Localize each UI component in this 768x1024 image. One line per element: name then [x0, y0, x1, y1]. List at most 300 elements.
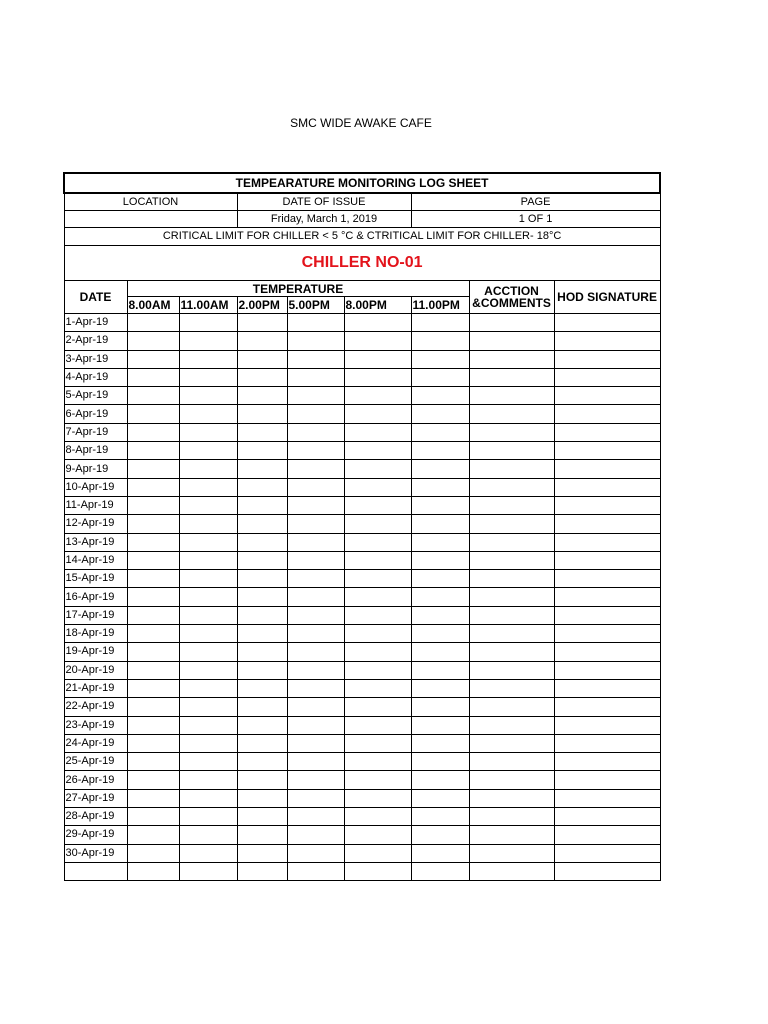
- temperature-cell[interactable]: [127, 588, 179, 606]
- action-comments-cell[interactable]: [469, 661, 554, 679]
- temperature-cell[interactable]: [287, 368, 344, 386]
- hod-signature-cell[interactable]: [554, 533, 660, 551]
- temperature-cell[interactable]: [179, 844, 237, 862]
- temperature-cell[interactable]: [411, 442, 469, 460]
- temperature-cell[interactable]: [344, 570, 411, 588]
- hod-signature-cell[interactable]: [554, 515, 660, 533]
- temperature-cell[interactable]: [237, 588, 287, 606]
- temperature-cell[interactable]: [287, 387, 344, 405]
- temperature-cell[interactable]: [287, 844, 344, 862]
- temperature-cell[interactable]: [287, 698, 344, 716]
- temperature-cell[interactable]: [411, 423, 469, 441]
- page-value: 1 OF 1: [411, 211, 660, 228]
- temperature-cell[interactable]: [411, 771, 469, 789]
- temperature-cell[interactable]: [237, 789, 287, 807]
- temperature-cell[interactable]: [344, 496, 411, 514]
- action-comments-cell[interactable]: [469, 478, 554, 496]
- temperature-cell[interactable]: [179, 625, 237, 643]
- table-row: [64, 844, 660, 862]
- temperature-cell[interactable]: [287, 405, 344, 423]
- temperature-cell[interactable]: [127, 808, 179, 826]
- hod-signature-cell[interactable]: [554, 625, 660, 643]
- action-comments-cell[interactable]: [469, 808, 554, 826]
- date-cell: 7-Apr-19: [64, 423, 127, 441]
- temperature-cell[interactable]: [179, 405, 237, 423]
- action-comments-cell[interactable]: [469, 405, 554, 423]
- hod-signature-cell[interactable]: [554, 661, 660, 679]
- table-row: [64, 588, 660, 606]
- temperature-cell[interactable]: [344, 423, 411, 441]
- date-cell: 10-Apr-19: [64, 478, 127, 496]
- temperature-cell[interactable]: [344, 515, 411, 533]
- temperature-cell[interactable]: [179, 533, 237, 551]
- date-cell: 20-Apr-19: [64, 661, 127, 679]
- temperature-cell[interactable]: [411, 405, 469, 423]
- table-row: [64, 679, 660, 697]
- hod-signature-cell[interactable]: [554, 442, 660, 460]
- temperature-cell[interactable]: [344, 661, 411, 679]
- date-cell: 22-Apr-19: [64, 698, 127, 716]
- action-comments-cell[interactable]: [469, 643, 554, 661]
- temperature-cell[interactable]: [287, 551, 344, 569]
- temperature-cell[interactable]: [237, 606, 287, 624]
- temperature-cell[interactable]: [237, 826, 287, 844]
- temperature-cell[interactable]: [344, 625, 411, 643]
- temperature-cell[interactable]: [127, 570, 179, 588]
- temperature-cell[interactable]: [411, 625, 469, 643]
- temperature-cell[interactable]: [127, 862, 179, 880]
- temperature-cell[interactable]: [287, 606, 344, 624]
- temperature-cell[interactable]: [411, 570, 469, 588]
- temperature-cell[interactable]: [237, 460, 287, 478]
- temperature-cell[interactable]: [127, 661, 179, 679]
- temperature-cell[interactable]: [344, 826, 411, 844]
- temperature-cell[interactable]: [411, 478, 469, 496]
- temperature-cell[interactable]: [344, 753, 411, 771]
- hod-signature-header: HOD SIGNATURE: [554, 281, 660, 314]
- temperature-cell[interactable]: [411, 789, 469, 807]
- action-comments-cell[interactable]: [469, 771, 554, 789]
- table-row: [64, 332, 660, 350]
- temperature-cell[interactable]: [287, 478, 344, 496]
- temperature-cell[interactable]: [237, 844, 287, 862]
- temperature-cell[interactable]: [411, 698, 469, 716]
- date-cell: 2-Apr-19: [64, 332, 127, 350]
- temperature-cell[interactable]: [287, 570, 344, 588]
- table-row: [64, 496, 660, 514]
- temperature-cell[interactable]: [411, 661, 469, 679]
- temperature-cell[interactable]: [179, 826, 237, 844]
- date-cell: 24-Apr-19: [64, 734, 127, 752]
- temperature-cell[interactable]: [127, 551, 179, 569]
- temperature-cell[interactable]: [411, 679, 469, 697]
- temperature-cell[interactable]: [287, 643, 344, 661]
- temperature-cell[interactable]: [127, 625, 179, 643]
- temperature-cell[interactable]: [237, 314, 287, 332]
- temperature-cell[interactable]: [237, 533, 287, 551]
- temperature-cell[interactable]: [344, 808, 411, 826]
- temperature-cell[interactable]: [411, 808, 469, 826]
- temperature-cell[interactable]: [344, 606, 411, 624]
- action-comments-cell[interactable]: [469, 350, 554, 368]
- table-row: [64, 368, 660, 386]
- temperature-cell[interactable]: [237, 496, 287, 514]
- temperature-cell[interactable]: [179, 862, 237, 880]
- temperature-cell[interactable]: [237, 698, 287, 716]
- hod-signature-cell[interactable]: [554, 368, 660, 386]
- hod-signature-cell[interactable]: [554, 332, 660, 350]
- temperature-cell[interactable]: [411, 862, 469, 880]
- date-of-issue-value: Friday, March 1, 2019: [237, 211, 411, 228]
- table-row: [64, 551, 660, 569]
- temperature-cell[interactable]: [287, 496, 344, 514]
- temperature-cell[interactable]: [344, 533, 411, 551]
- temperature-cell[interactable]: [179, 789, 237, 807]
- date-header: DATE: [64, 281, 127, 314]
- action-comments-cell[interactable]: [469, 753, 554, 771]
- hod-signature-cell[interactable]: [554, 826, 660, 844]
- temperature-cell[interactable]: [127, 423, 179, 441]
- temperature-cell[interactable]: [287, 808, 344, 826]
- temperature-cell[interactable]: [344, 405, 411, 423]
- date-cell: 14-Apr-19: [64, 551, 127, 569]
- temperature-cell[interactable]: [127, 771, 179, 789]
- hod-signature-cell[interactable]: [554, 679, 660, 697]
- temperature-cell[interactable]: [411, 387, 469, 405]
- temperature-cell[interactable]: [287, 350, 344, 368]
- temperature-cell[interactable]: [127, 698, 179, 716]
- action-comments-cell[interactable]: [469, 716, 554, 734]
- hod-signature-cell[interactable]: [554, 789, 660, 807]
- temperature-cell[interactable]: [127, 826, 179, 844]
- time-header: 5.00PM: [287, 297, 344, 314]
- hod-signature-cell[interactable]: [554, 753, 660, 771]
- table-row: [64, 716, 660, 734]
- temperature-cell[interactable]: [411, 734, 469, 752]
- table-row: [64, 533, 660, 551]
- temperature-cell[interactable]: [344, 551, 411, 569]
- action-comments-cell[interactable]: [469, 844, 554, 862]
- temperature-cell[interactable]: [179, 314, 237, 332]
- date-cell: 11-Apr-19: [64, 496, 127, 514]
- temperature-cell[interactable]: [411, 368, 469, 386]
- temperature-cell[interactable]: [411, 350, 469, 368]
- temperature-cell[interactable]: [179, 808, 237, 826]
- temperature-cell[interactable]: [287, 515, 344, 533]
- temperature-cell[interactable]: [287, 442, 344, 460]
- hod-signature-cell[interactable]: [554, 844, 660, 862]
- temperature-cell[interactable]: [344, 442, 411, 460]
- temperature-cell[interactable]: [237, 350, 287, 368]
- temperature-cell[interactable]: [127, 643, 179, 661]
- date-cell: 8-Apr-19: [64, 442, 127, 460]
- hod-signature-cell[interactable]: [554, 643, 660, 661]
- table-row: [64, 753, 660, 771]
- temperature-cell[interactable]: [344, 862, 411, 880]
- date-cell: 28-Apr-19: [64, 808, 127, 826]
- temperature-cell[interactable]: [127, 387, 179, 405]
- temperature-cell[interactable]: [127, 368, 179, 386]
- temperature-cell[interactable]: [287, 332, 344, 350]
- temperature-cell[interactable]: [237, 771, 287, 789]
- table-row: [64, 643, 660, 661]
- hod-signature-cell[interactable]: [554, 570, 660, 588]
- temperature-cell[interactable]: [344, 716, 411, 734]
- temperature-cell[interactable]: [237, 661, 287, 679]
- action-comments-cell[interactable]: [469, 368, 554, 386]
- action-comments-cell[interactable]: [469, 515, 554, 533]
- table-row: [64, 350, 660, 368]
- hod-signature-cell[interactable]: [554, 588, 660, 606]
- date-cell: 4-Apr-19: [64, 368, 127, 386]
- temperature-cell[interactable]: [287, 314, 344, 332]
- date-cell: 27-Apr-19: [64, 789, 127, 807]
- action-comments-cell[interactable]: [469, 625, 554, 643]
- temperature-cell[interactable]: [411, 551, 469, 569]
- temperature-cell[interactable]: [237, 716, 287, 734]
- temperature-cell[interactable]: [287, 679, 344, 697]
- hod-signature-cell[interactable]: [554, 551, 660, 569]
- temperature-cell[interactable]: [179, 771, 237, 789]
- action-comments-cell[interactable]: [469, 734, 554, 752]
- action-comments-cell[interactable]: [469, 387, 554, 405]
- temperature-cell[interactable]: [179, 753, 237, 771]
- action-comments-cell[interactable]: [469, 789, 554, 807]
- temperature-cell[interactable]: [127, 350, 179, 368]
- temperature-cell[interactable]: [344, 698, 411, 716]
- temperature-cell[interactable]: [127, 405, 179, 423]
- action-comments-cell[interactable]: [469, 551, 554, 569]
- temperature-cell[interactable]: [344, 643, 411, 661]
- temperature-cell[interactable]: [287, 423, 344, 441]
- temperature-cell[interactable]: [287, 661, 344, 679]
- location-label: LOCATION: [64, 193, 237, 211]
- temperature-cell[interactable]: [411, 643, 469, 661]
- temperature-cell[interactable]: [344, 588, 411, 606]
- action-comments-cell[interactable]: [469, 423, 554, 441]
- temperature-cell[interactable]: [344, 332, 411, 350]
- temperature-cell[interactable]: [237, 734, 287, 752]
- temperature-cell[interactable]: [411, 460, 469, 478]
- temperature-cell[interactable]: [237, 423, 287, 441]
- action-comments-cell[interactable]: [469, 533, 554, 551]
- table-row: [64, 625, 660, 643]
- temperature-cell[interactable]: [287, 533, 344, 551]
- temperature-cell[interactable]: [411, 332, 469, 350]
- temperature-cell[interactable]: [237, 332, 287, 350]
- action-comments-header: [469, 281, 554, 314]
- date-cell: 15-Apr-19: [64, 570, 127, 588]
- hod-signature-cell[interactable]: [554, 478, 660, 496]
- hod-signature-cell[interactable]: [554, 606, 660, 624]
- hod-signature-cell[interactable]: [554, 734, 660, 752]
- temperature-cell[interactable]: [179, 661, 237, 679]
- temperature-cell[interactable]: [411, 826, 469, 844]
- temperature-header: TEMPERATURE: [127, 281, 469, 297]
- hod-signature-cell[interactable]: [554, 862, 660, 880]
- temperature-cell[interactable]: [179, 387, 237, 405]
- action-comments-cell[interactable]: [469, 442, 554, 460]
- temperature-cell[interactable]: [179, 478, 237, 496]
- temperature-cell[interactable]: [344, 734, 411, 752]
- time-header: 8.00AM: [127, 297, 179, 314]
- hod-signature-cell[interactable]: [554, 423, 660, 441]
- temperature-cell[interactable]: [411, 314, 469, 332]
- temperature-cell[interactable]: [237, 515, 287, 533]
- table-row: [64, 405, 660, 423]
- hod-signature-cell[interactable]: [554, 387, 660, 405]
- action-comments-cell[interactable]: [469, 826, 554, 844]
- action-comments-cell[interactable]: [469, 698, 554, 716]
- time-header: 11.00PM: [411, 297, 469, 314]
- action-comments-cell[interactable]: [469, 606, 554, 624]
- temperature-cell[interactable]: [411, 844, 469, 862]
- temperature-cell[interactable]: [179, 679, 237, 697]
- hod-signature-cell[interactable]: [554, 496, 660, 514]
- temperature-cell[interactable]: [237, 442, 287, 460]
- temperature-cell[interactable]: [411, 588, 469, 606]
- temperature-cell[interactable]: [237, 570, 287, 588]
- action-comments-cell[interactable]: [469, 570, 554, 588]
- temperature-cell[interactable]: [127, 533, 179, 551]
- temperature-cell[interactable]: [411, 515, 469, 533]
- location-value[interactable]: [64, 211, 237, 228]
- temperature-cell[interactable]: [179, 734, 237, 752]
- action-comments-cell[interactable]: [469, 496, 554, 514]
- temperature-cell[interactable]: [237, 368, 287, 386]
- temperature-cell[interactable]: [344, 314, 411, 332]
- temperature-cell[interactable]: [287, 771, 344, 789]
- temperature-cell[interactable]: [344, 771, 411, 789]
- date-cell: 29-Apr-19: [64, 826, 127, 844]
- temperature-cell[interactable]: [127, 442, 179, 460]
- temperature-cell[interactable]: [127, 606, 179, 624]
- action-comments-cell[interactable]: [469, 332, 554, 350]
- temperature-cell[interactable]: [237, 753, 287, 771]
- temperature-cell[interactable]: [287, 734, 344, 752]
- hod-signature-cell[interactable]: [554, 808, 660, 826]
- temperature-cell[interactable]: [287, 826, 344, 844]
- page-label: PAGE: [411, 193, 660, 211]
- temperature-cell[interactable]: [237, 387, 287, 405]
- temperature-cell[interactable]: [127, 478, 179, 496]
- temperature-cell[interactable]: [127, 515, 179, 533]
- temperature-cell[interactable]: [411, 496, 469, 514]
- temperature-cell[interactable]: [127, 789, 179, 807]
- temperature-cell[interactable]: [179, 606, 237, 624]
- temperature-cell[interactable]: [411, 716, 469, 734]
- action-comments-cell[interactable]: [469, 314, 554, 332]
- date-of-issue-label: DATE OF ISSUE: [237, 193, 411, 211]
- temperature-cell[interactable]: [179, 588, 237, 606]
- temperature-cell[interactable]: [411, 753, 469, 771]
- temperature-cell[interactable]: [344, 679, 411, 697]
- date-cell: 1-Apr-19: [64, 314, 127, 332]
- temperature-cell[interactable]: [127, 753, 179, 771]
- temperature-cell[interactable]: [344, 478, 411, 496]
- temperature-cell[interactable]: [127, 496, 179, 514]
- temperature-cell[interactable]: [179, 551, 237, 569]
- temperature-cell[interactable]: [287, 789, 344, 807]
- temperature-cell[interactable]: [179, 643, 237, 661]
- temperature-cell[interactable]: [179, 698, 237, 716]
- temperature-cell[interactable]: [179, 368, 237, 386]
- temperature-cell[interactable]: [344, 350, 411, 368]
- temperature-cell[interactable]: [287, 716, 344, 734]
- temperature-cell[interactable]: [179, 350, 237, 368]
- temperature-cell[interactable]: [179, 332, 237, 350]
- temperature-cell[interactable]: [344, 844, 411, 862]
- hod-signature-cell[interactable]: [554, 698, 660, 716]
- temperature-cell[interactable]: [237, 551, 287, 569]
- temperature-cell[interactable]: [287, 588, 344, 606]
- temperature-cell[interactable]: [127, 332, 179, 350]
- table-row: [64, 826, 660, 844]
- temperature-cell[interactable]: [237, 679, 287, 697]
- date-cell: 16-Apr-19: [64, 588, 127, 606]
- temperature-cell[interactable]: [179, 496, 237, 514]
- hod-signature-cell[interactable]: [554, 460, 660, 478]
- table-row: [64, 423, 660, 441]
- temperature-cell[interactable]: [127, 734, 179, 752]
- temperature-cell[interactable]: [237, 808, 287, 826]
- temperature-cell[interactable]: [127, 844, 179, 862]
- temperature-cell[interactable]: [237, 625, 287, 643]
- temperature-cell[interactable]: [127, 679, 179, 697]
- temperature-cell[interactable]: [179, 716, 237, 734]
- hod-signature-cell[interactable]: [554, 405, 660, 423]
- temperature-cell[interactable]: [237, 862, 287, 880]
- action-header-line2: &COMMENTS: [472, 296, 551, 310]
- temperature-cell[interactable]: [287, 460, 344, 478]
- date-cell: [64, 862, 127, 880]
- temperature-cell[interactable]: [127, 716, 179, 734]
- date-cell: 26-Apr-19: [64, 771, 127, 789]
- temperature-cell[interactable]: [179, 570, 237, 588]
- table-row: [64, 515, 660, 533]
- time-header: 11.00AM: [179, 297, 237, 314]
- temperature-cell[interactable]: [179, 460, 237, 478]
- temperature-cell[interactable]: [237, 405, 287, 423]
- temperature-cell[interactable]: [411, 606, 469, 624]
- temperature-cell[interactable]: [179, 515, 237, 533]
- hod-signature-cell[interactable]: [554, 314, 660, 332]
- hod-signature-cell[interactable]: [554, 350, 660, 368]
- temperature-cell[interactable]: [287, 753, 344, 771]
- temperature-cell[interactable]: [179, 442, 237, 460]
- temperature-cell[interactable]: [344, 387, 411, 405]
- temperature-cell[interactable]: [287, 862, 344, 880]
- temperature-cell[interactable]: [344, 460, 411, 478]
- temperature-cell[interactable]: [344, 368, 411, 386]
- temperature-cell[interactable]: [127, 460, 179, 478]
- temperature-cell[interactable]: [237, 643, 287, 661]
- temperature-cell[interactable]: [237, 478, 287, 496]
- action-comments-cell[interactable]: [469, 862, 554, 880]
- action-comments-cell[interactable]: [469, 679, 554, 697]
- action-comments-cell[interactable]: [469, 588, 554, 606]
- hod-signature-cell[interactable]: [554, 716, 660, 734]
- temperature-cell[interactable]: [127, 314, 179, 332]
- table-row: [64, 862, 660, 880]
- table-row: [64, 734, 660, 752]
- hod-signature-cell[interactable]: [554, 771, 660, 789]
- temperature-cell[interactable]: [344, 789, 411, 807]
- action-comments-cell[interactable]: [469, 460, 554, 478]
- temperature-cell[interactable]: [287, 625, 344, 643]
- temperature-cell[interactable]: [179, 423, 237, 441]
- temperature-cell[interactable]: [411, 533, 469, 551]
